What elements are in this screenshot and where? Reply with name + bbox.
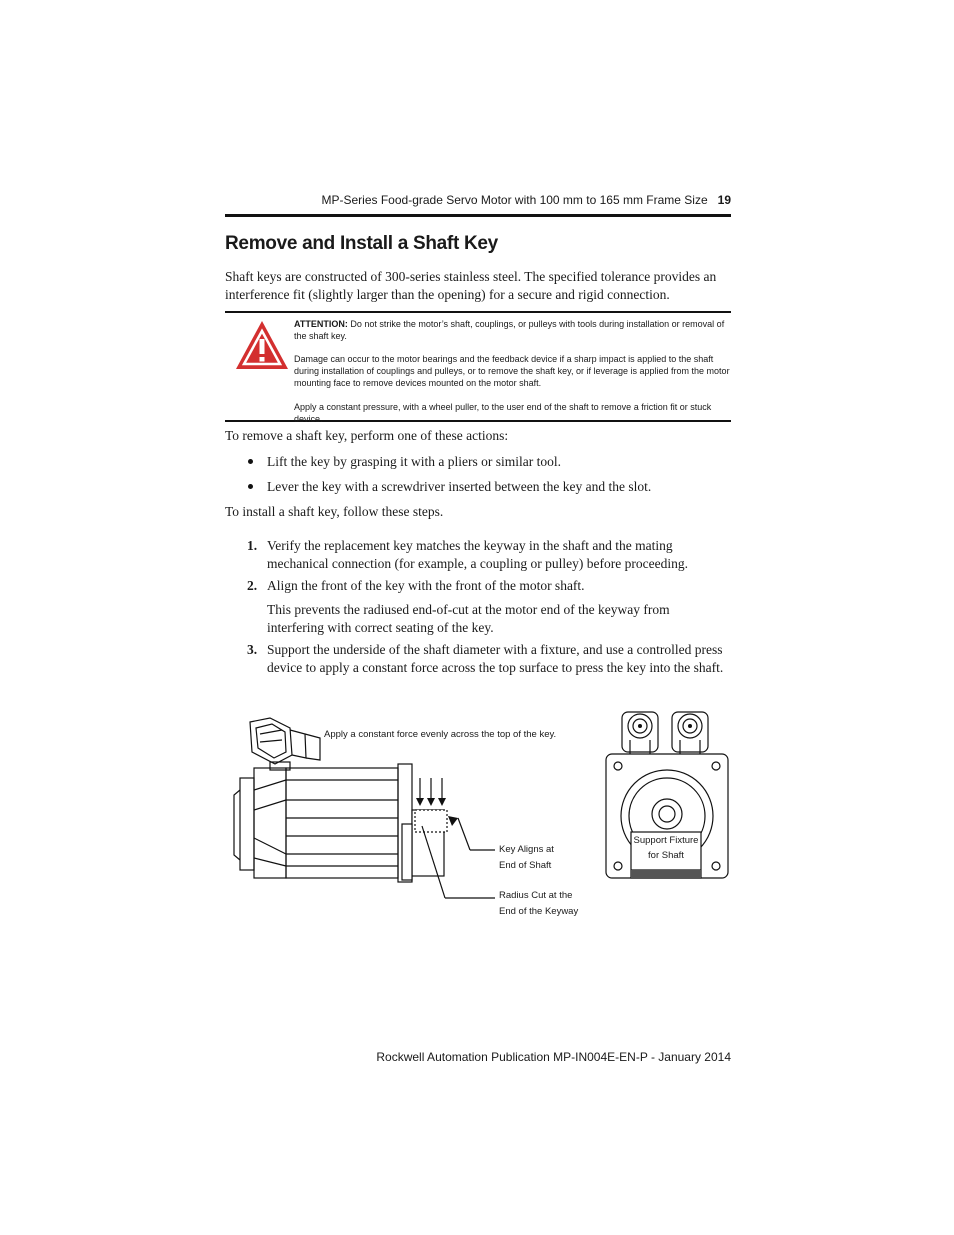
step-number: 3. <box>247 642 258 657</box>
install-intro: To install a shaft key, follow these steps. <box>225 504 444 519</box>
fixture-label-line: for Shaft <box>648 850 684 861</box>
attention-label: ATTENTION: <box>294 319 348 329</box>
running-header <box>225 193 731 207</box>
shaft-key-figure <box>230 700 730 930</box>
bullet-icon <box>248 484 253 489</box>
attention-line-2: Damage can occur to the motor bearings and the feedback device if a sharp impact is applied to the shaft during installation of couplings and pulleys, or to remove the shaft key, or if leverage is applied from the motor mounting face to remove devices mounted on the motor shaft. <box>294 354 730 388</box>
running-title: MP-Series Food-grade Servo Motor with 100 mm to 165 mm Frame Size <box>321 193 708 207</box>
page-number: 19 <box>717 193 731 207</box>
fixture-label-line: Support Fixture <box>633 835 699 846</box>
step-text: Verify the replacement key matches the keyway in the shaft and the mating mechanical connection (for example, a coupling or pulley) before proceeding. <box>267 538 688 571</box>
bullet-text: Lever the key with a screwdriver inserted between the key and the slot. <box>267 479 652 494</box>
attention-box <box>225 311 731 422</box>
key-align-label <box>499 842 554 874</box>
force-label: Apply a constant force evenly across the top of the key. <box>324 729 557 740</box>
key-align-label-line: Key Aligns at <box>499 844 554 855</box>
radius-label <box>499 888 578 920</box>
fixture-label <box>631 832 701 863</box>
radius-label-line: End of the Keyway <box>499 906 579 917</box>
key-align-label-line: End of Shaft <box>499 860 552 871</box>
header-rule <box>225 214 731 217</box>
bullet-text: Lift the key by grasping it with a pliers or similar tool. <box>267 454 561 469</box>
step-number: 1. <box>247 538 258 553</box>
step-text: Support the underside of the shaft diameter with a fixture, and use a controlled press device to apply a constant force across the top surface to press the key into the shaft. <box>267 642 724 675</box>
step-note: This prevents the radiused end-of-cut at the motor end of the keyway from interfering with correct seating of the key. <box>267 602 670 635</box>
attention-line-3: Apply a constant pressure, with a wheel puller, to the user end of the shaft to remove a friction fit or stuck device. <box>294 402 712 424</box>
section-intro: Shaft keys are constructed of 300-series stainless steel. The specified tolerance provides an interference fit (slightly larger than the opening) for a secure and rigid connection. <box>225 269 717 302</box>
attention-line-1: Do not strike the motor’s shaft, couplings, or pulleys with tools during installation or removal of the shaft key. <box>294 319 725 341</box>
step-number: 2. <box>247 578 258 593</box>
step-text: Align the front of the key with the front of the motor shaft. <box>267 578 585 593</box>
warning-triangle-icon <box>234 319 290 371</box>
bullet-icon <box>248 459 253 464</box>
attention-text-1 <box>294 318 732 342</box>
remove-intro: To remove a shaft key, perform one of these actions: <box>225 428 509 443</box>
section-title: Remove and Install a Shaft Key <box>225 233 498 254</box>
radius-label-line: Radius Cut at the <box>499 890 573 901</box>
footer-publication: Rockwell Automation Publication MP-IN004E-EN-P - January 2014 <box>376 1050 731 1064</box>
